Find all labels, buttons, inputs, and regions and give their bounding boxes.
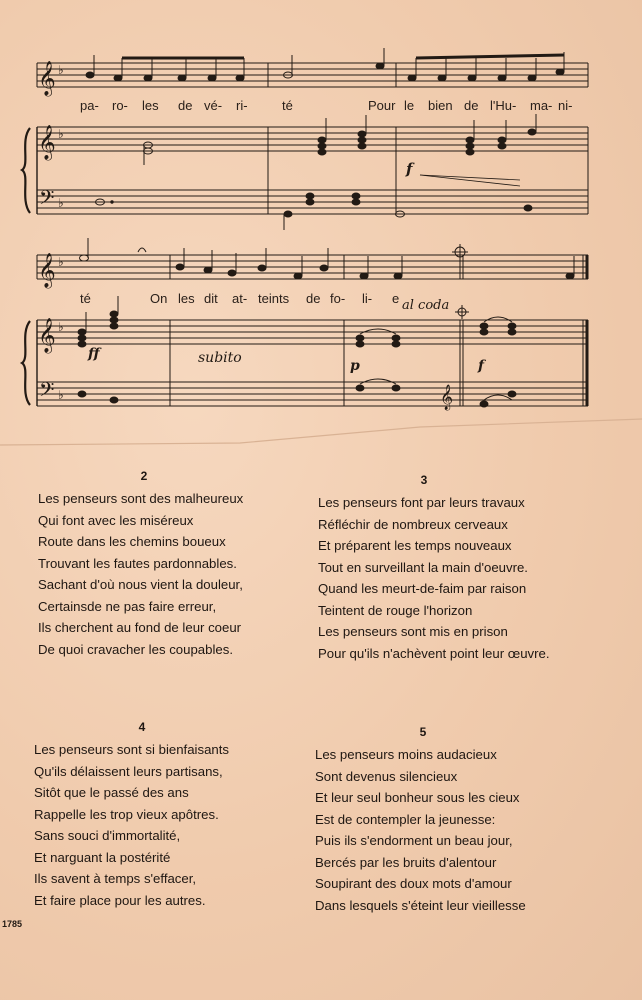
flat-icon: ♭ (58, 127, 64, 141)
stanza-line: Et narguant la postérité (34, 849, 171, 865)
voice-notes-1 (86, 48, 564, 81)
piano-bass-staff-2 (37, 382, 588, 406)
stanza-line: Qui font avec les miséreux (38, 512, 194, 528)
stanza-line: De quoi cravacher les coupables. (38, 641, 233, 657)
paper-fold (0, 415, 642, 455)
stanza-line: Route dans les chemins boueux (38, 534, 226, 549)
bass-clef-icon: 𝄢 (39, 186, 55, 214)
flat-icon: ♭ (58, 320, 64, 334)
voice-staff-2 (37, 255, 588, 279)
stanza-line: Et préparent les temps nouveaux (318, 538, 512, 553)
coda-label: al coda (402, 298, 450, 313)
piano-notes-1 (96, 114, 537, 230)
stanza-line: Et faire place pour les autres. (34, 892, 206, 908)
stanza-line: Rappelle les trop vieux apôtres. (34, 806, 219, 822)
lyric-syllable: ri- (236, 98, 248, 113)
stanza-line: Ils cherchent au fond de leur coeur (38, 620, 242, 635)
stanza-line: Teintent de rouge l'horizon (318, 602, 473, 618)
lyric-syllable: de (306, 291, 321, 306)
dynamic-forte: f (406, 160, 413, 178)
stanza-number: 4 (138, 720, 146, 734)
stanza-line: Ils savent à temps s'effacer, (34, 871, 197, 886)
stanza-line: Qu'ils délaissent leurs partisans, (34, 763, 223, 779)
lyric-syllable: fo- (330, 291, 346, 306)
brace-1 (22, 128, 30, 213)
stanza-line: Tout en surveillant la main d'oeuvre. (318, 559, 528, 575)
lyric-syllable: vé- (204, 98, 223, 113)
brace-2 (22, 321, 30, 405)
stanza-line: Sans souci d'immortalité, (34, 828, 181, 843)
treble-clef-icon: 𝄞 (38, 61, 56, 96)
stanza-line: Et leur seul bonheur sous les cieux (315, 790, 520, 805)
stanza-number: 2 (140, 469, 148, 483)
lyric-syllable: ro- (112, 98, 128, 113)
bass-clef-icon: 𝄢 (39, 378, 55, 406)
lyric-syllable: les (142, 98, 159, 113)
flat-icon: ♭ (58, 63, 64, 77)
lyric-syllable: les (178, 291, 195, 306)
lyric-syllable: teints (258, 291, 290, 306)
dynamic-forte: f (478, 358, 485, 374)
stanza-line: Sont devenus silencieux (315, 768, 458, 784)
lyric-syllable: de (464, 98, 479, 113)
lyric-syllable: at- (232, 291, 248, 306)
treble-clef-icon: 𝄞 (38, 125, 56, 160)
stanza-line: Quand les meurt-de-faim par raison (318, 581, 527, 596)
dynamic-piano: p (350, 358, 360, 374)
stanza-line: Pour qu'ils n'achèvent point leur œuvre. (318, 645, 550, 661)
treble-clef-icon: 𝄞 (38, 253, 56, 288)
lyric-syllable: On (150, 291, 168, 306)
stanza-line: Bercés par les bruits d'alentour (315, 854, 497, 870)
lyric-syllable: ni- (558, 98, 573, 113)
expression-subito: subito (198, 350, 242, 366)
stanza-line: Sachant d'où nous vient la douleur, (38, 577, 243, 592)
stanza-line: Réfléchir de nombreux cerveaux (318, 516, 508, 532)
stanza-line: Les penseurs sont mis en prison (318, 624, 508, 639)
lyric-syllable: e (392, 291, 400, 306)
stanza-line: Puis ils s'endorment un beau jour, (315, 833, 513, 848)
stanza-line: Soupirant des doux mots d'amour (315, 876, 512, 891)
dynamic-fortissimo: ff (88, 346, 100, 362)
flat-icon: ♭ (58, 388, 64, 402)
stanza-line: Les penseurs sont des malheureux (38, 491, 244, 506)
lyric-syllable: pa- (80, 98, 99, 113)
lyric-syllable: le (404, 98, 415, 113)
treble-clef-icon: 𝄞 (38, 318, 56, 353)
lyric-syllable: té (80, 291, 91, 306)
stanza-number: 3 (420, 473, 428, 487)
lyric-syllable: l'Hu- (490, 98, 517, 113)
stanza-line: Certainsde ne pas faire erreur, (38, 598, 217, 614)
flat-icon: ♭ (58, 255, 64, 269)
lyric-syllable: Pour (368, 98, 396, 113)
flat-icon: ♭ (58, 196, 64, 210)
stanza-line: Les penseurs font par leurs travaux (318, 495, 525, 510)
stanza-number: 5 (419, 725, 427, 739)
lyric-syllable: bien (428, 98, 453, 113)
piano-treble-staff-2 (37, 320, 588, 344)
lyric-syllable: té (282, 98, 293, 113)
lyric-syllable: li- (362, 291, 373, 306)
lyric-syllable: ma- (530, 98, 553, 113)
stanza-line: Les penseurs sont si bienfaisants (34, 742, 229, 757)
stanza-line: Sitôt que le passé des ans (34, 785, 189, 800)
stanza-line: Est de contempler la jeunesse: (315, 811, 496, 827)
treble-clef-icon: 𝄞 (440, 385, 454, 410)
lyric-syllable: dit (204, 291, 218, 306)
stanza-line: Dans lesquels s'éteint leur vieillesse (315, 897, 526, 913)
lyric-syllable: de (178, 98, 193, 113)
stanza-line: Trouvant les fautes pardonnables. (38, 555, 237, 571)
plate-number: 1785 (2, 919, 23, 929)
stanza-line: Les penseurs moins audacieux (315, 747, 497, 762)
